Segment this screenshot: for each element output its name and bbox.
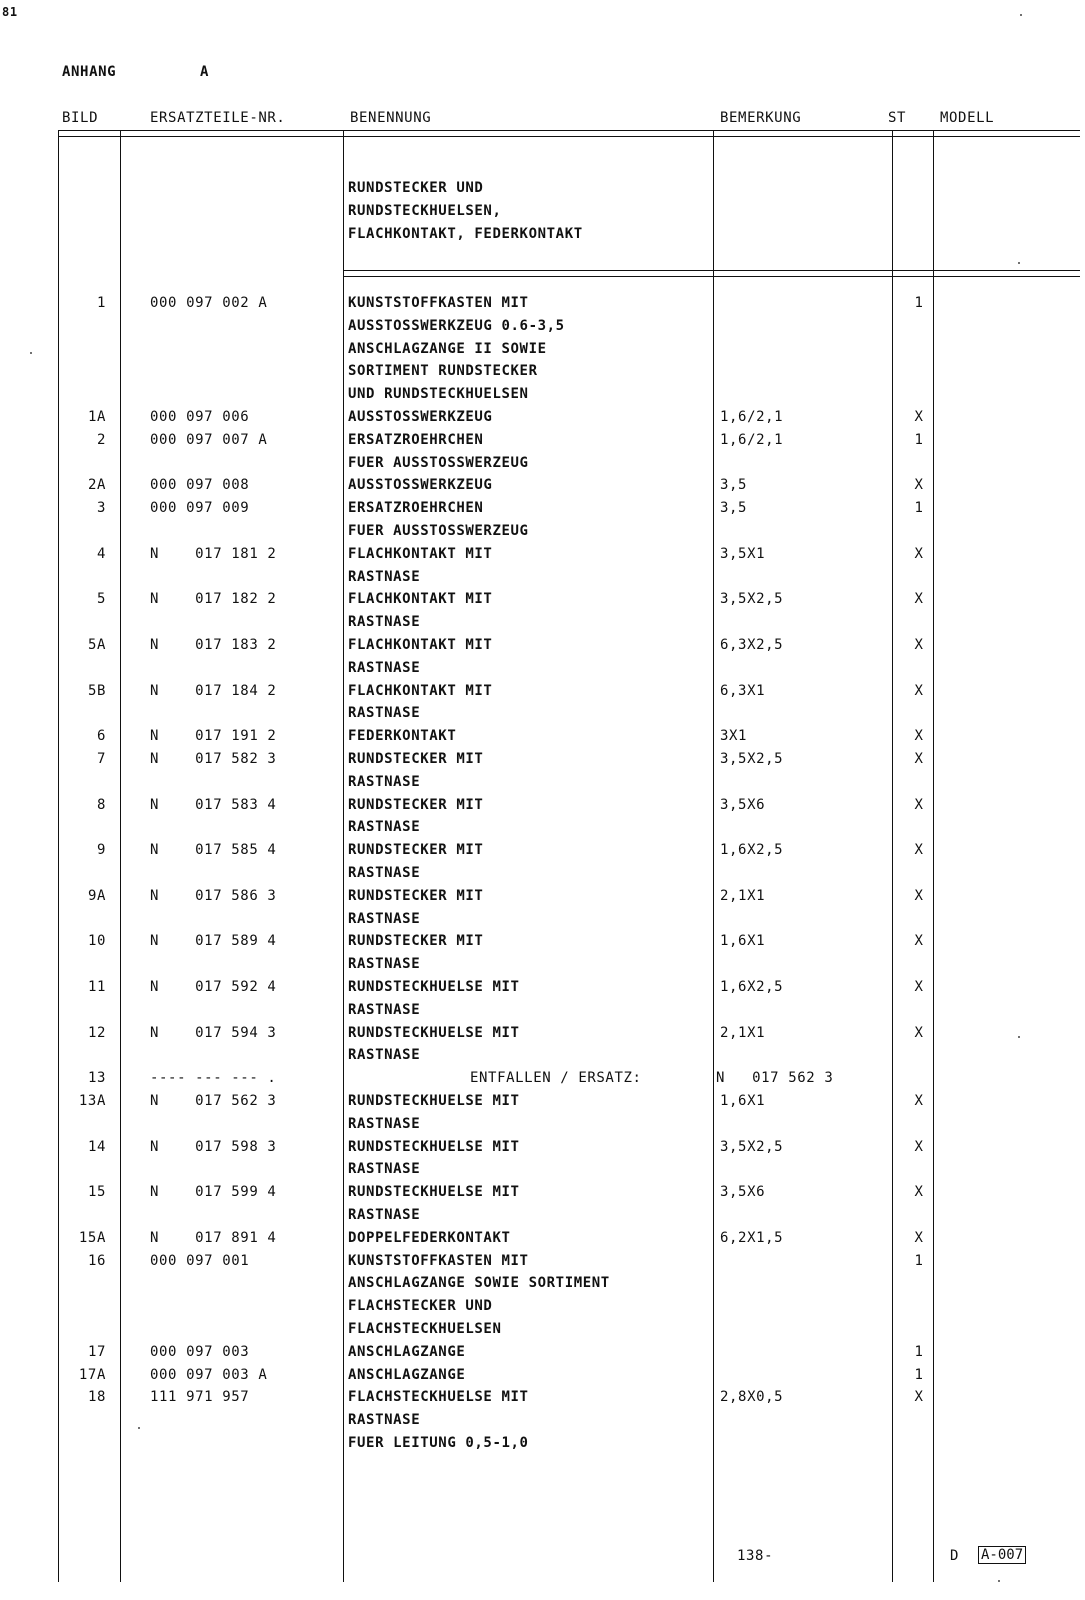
row-quantity: X bbox=[914, 728, 924, 745]
row-part-number: 000 097 007 A bbox=[150, 431, 268, 448]
row-bild: 15 bbox=[87, 1184, 106, 1201]
row-name-continuation: FUER LEITUNG 0,5-1,0 bbox=[348, 1435, 529, 1451]
row-name-continuation: RASTNASE bbox=[348, 865, 421, 881]
header-part-number: ERSATZTEILE-NR. bbox=[150, 110, 286, 126]
row-quantity: X bbox=[914, 682, 924, 699]
row-name: RUNDSTECKER MIT bbox=[348, 842, 484, 859]
row-remark: 2,1X1 bbox=[720, 1024, 766, 1041]
row-name-continuation: FUER AUSSTOSSWERZEUG bbox=[348, 523, 529, 539]
header-model: MODELL bbox=[940, 110, 995, 126]
row-name-continuation: UND RUNDSTECKHUELSEN bbox=[348, 386, 529, 403]
row-bild: 10 bbox=[87, 933, 106, 950]
table-row bbox=[0, 546, 1085, 568]
row-part-number: N 017 589 4 bbox=[150, 933, 277, 950]
row-bild: 17A bbox=[78, 1366, 106, 1383]
header-st: ST bbox=[888, 110, 907, 126]
row-quantity: X bbox=[914, 637, 924, 653]
scan-speck bbox=[1020, 14, 1022, 16]
table-row bbox=[0, 1367, 1085, 1389]
row-quantity: 1 bbox=[914, 295, 924, 311]
row-name: AUSSTOSSWERKZEUG bbox=[348, 409, 493, 425]
row-remark: 3X1 bbox=[720, 728, 748, 745]
row-name-continuation: ANSCHLAGZANGE SOWIE SORTIMENT bbox=[348, 1275, 610, 1292]
row-part-number: N 017 586 3 bbox=[150, 887, 277, 904]
row-name-continuation: RASTNASE bbox=[348, 1207, 421, 1223]
row-part-number: 000 097 009 bbox=[150, 500, 250, 517]
appendix-letter: A bbox=[200, 64, 210, 80]
row-quantity: X bbox=[914, 1093, 924, 1109]
row-quantity: X bbox=[914, 477, 924, 494]
scan-speck bbox=[1018, 262, 1020, 264]
row-name: FLACHKONTAKT MIT bbox=[348, 591, 493, 608]
row-bild: 5A bbox=[87, 637, 106, 653]
table-row bbox=[0, 1389, 1085, 1411]
header-name: BENENNUNG bbox=[350, 110, 432, 126]
table-row bbox=[0, 728, 1085, 750]
row-bild: 5B bbox=[87, 682, 106, 699]
footer-document-code: A-007 bbox=[978, 1546, 1026, 1564]
row-part-number: N 017 598 3 bbox=[150, 1138, 277, 1155]
table-row bbox=[0, 295, 1085, 317]
row-quantity: 1 bbox=[914, 500, 924, 517]
row-name: ERSATZROEHRCHEN bbox=[348, 500, 484, 517]
row-name-continuation: FLACHSTECKER UND bbox=[348, 1298, 493, 1315]
header-separator bbox=[58, 130, 1080, 137]
row-remark: 3,5X6 bbox=[720, 796, 766, 813]
row-part-number: ---- --- --- . bbox=[150, 1070, 277, 1087]
row-remark: 3,5X2,5 bbox=[720, 1138, 784, 1155]
row-part-number: 000 097 008 bbox=[150, 477, 250, 494]
row-remark: 2,8X0,5 bbox=[720, 1389, 784, 1406]
row-quantity: X bbox=[914, 933, 924, 950]
row-name: KUNSTSTOFFKASTEN MIT bbox=[348, 1252, 529, 1269]
row-quantity: X bbox=[914, 887, 924, 904]
row-remark: 3,5X2,5 bbox=[720, 751, 784, 767]
row-quantity: X bbox=[914, 1184, 924, 1201]
row-name: FLACHKONTAKT MIT bbox=[348, 682, 493, 699]
row-quantity: X bbox=[914, 796, 924, 813]
row-bild: 16 bbox=[87, 1252, 106, 1269]
row-remark: 3,5X1 bbox=[720, 545, 766, 562]
row-bild: 5 bbox=[96, 591, 106, 608]
scan-speck bbox=[138, 1427, 140, 1429]
row-name-continuation: RASTNASE bbox=[348, 705, 421, 722]
row-bild: 13 bbox=[87, 1070, 106, 1087]
row-bild: 9 bbox=[96, 842, 106, 859]
row-remark: 1,6/2,1 bbox=[720, 431, 784, 448]
row-name: RUNDSTECKER MIT bbox=[348, 751, 484, 767]
row-part-number: 000 097 002 A bbox=[150, 295, 268, 311]
table-row bbox=[0, 477, 1085, 499]
footer-page-number: 138- bbox=[737, 1548, 774, 1564]
row-name: FLACHKONTAKT MIT bbox=[348, 545, 493, 562]
row-name: RUNDSTECKER MIT bbox=[348, 887, 484, 904]
row-part-number: 000 097 003 bbox=[150, 1343, 250, 1360]
row-name: ANSCHLAGZANGE bbox=[348, 1366, 466, 1383]
row-quantity: X bbox=[914, 751, 924, 767]
row-bild: 1A bbox=[87, 409, 106, 425]
row-name: RUNDSTECKHUELSE MIT bbox=[348, 1184, 520, 1201]
footer-letter: D bbox=[950, 1548, 960, 1564]
row-name: FEDERKONTAKT bbox=[348, 728, 457, 745]
section-title-line: FLACHKONTAKT, FEDERKONTAKT bbox=[348, 226, 583, 242]
row-name-continuation: RASTNASE bbox=[348, 910, 421, 927]
row-name-continuation: RASTNASE bbox=[348, 659, 421, 676]
row-bild: 2A bbox=[87, 477, 106, 494]
row-part-number: 000 097 001 bbox=[150, 1252, 250, 1269]
table-row bbox=[0, 432, 1085, 454]
row-name: ERSATZROEHRCHEN bbox=[348, 431, 484, 448]
row-name-continuation: RASTNASE bbox=[348, 1001, 421, 1018]
table-row bbox=[0, 500, 1085, 522]
row-quantity: X bbox=[914, 1024, 924, 1041]
row-part-number: N 017 583 4 bbox=[150, 796, 277, 813]
row-bild: 12 bbox=[87, 1024, 106, 1041]
row-name-continuation: RASTNASE bbox=[348, 1115, 421, 1132]
table-row bbox=[0, 1025, 1085, 1047]
row-remark: 2,1X1 bbox=[720, 887, 766, 904]
row-name-continuation: RASTNASE bbox=[348, 568, 421, 585]
scan-speck bbox=[30, 352, 32, 354]
row-bild: 6 bbox=[96, 728, 106, 745]
row-quantity: X bbox=[914, 842, 924, 859]
table-row bbox=[0, 1344, 1085, 1366]
row-part-number: N 017 184 2 bbox=[150, 682, 277, 699]
row-name: AUSSTOSSWERKZEUG bbox=[348, 477, 493, 494]
row-quantity: X bbox=[914, 1389, 924, 1406]
row-quantity: X bbox=[914, 545, 924, 562]
row-bild: 17 bbox=[87, 1343, 106, 1360]
row-name-continuation: SORTIMENT RUNDSTECKER bbox=[348, 363, 538, 380]
row-bild: 7 bbox=[96, 751, 106, 767]
table-row bbox=[0, 933, 1085, 955]
row-quantity: 1 bbox=[914, 1343, 924, 1360]
section-title-line: RUNDSTECKER UND bbox=[348, 180, 484, 196]
table-row bbox=[0, 409, 1085, 431]
row-part-number: N 017 181 2 bbox=[150, 545, 277, 562]
table-row bbox=[0, 797, 1085, 819]
row-quantity: X bbox=[914, 1138, 924, 1155]
row-name: RUNDSTECKER MIT bbox=[348, 933, 484, 950]
row-remark: 6,3X1 bbox=[720, 682, 766, 699]
row-name: DOPPELFEDERKONTAKT bbox=[348, 1229, 511, 1246]
table-row bbox=[0, 1093, 1085, 1115]
row-part-number: 000 097 006 bbox=[150, 409, 250, 425]
row-name: FLACHKONTAKT MIT bbox=[348, 637, 493, 653]
row-name: RUNDSTECKHUELSE MIT bbox=[348, 1093, 520, 1109]
table-row bbox=[0, 1139, 1085, 1161]
row-bild: 18 bbox=[87, 1389, 106, 1406]
row-name-continuation: RASTNASE bbox=[348, 1412, 421, 1429]
row-bild: 1 bbox=[96, 295, 106, 311]
row-bild: 8 bbox=[96, 796, 106, 813]
row-bild: 11 bbox=[87, 979, 106, 995]
table-row bbox=[0, 979, 1085, 1001]
row-name-continuation: RASTNASE bbox=[348, 1047, 421, 1064]
row-name-continuation: RASTNASE bbox=[348, 819, 421, 836]
row-name-continuation: AUSSTOSSWERKZEUG 0.6-3,5 bbox=[348, 317, 565, 334]
row-part-number: N 017 562 3 bbox=[150, 1093, 277, 1109]
row-part-number: N 017 182 2 bbox=[150, 591, 277, 608]
corner-page-number: 81 bbox=[2, 5, 18, 19]
row-name: FLACHSTECKHUELSE MIT bbox=[348, 1389, 529, 1406]
row-remark: 6,2X1,5 bbox=[720, 1229, 784, 1246]
row-name-continuation: RASTNASE bbox=[348, 614, 421, 631]
table-row bbox=[0, 1230, 1085, 1252]
row-remark: 1,6X1 bbox=[720, 1093, 766, 1109]
row-bild: 15A bbox=[78, 1229, 106, 1246]
row-part-number: N 017 585 4 bbox=[150, 842, 277, 859]
row-bild: 9A bbox=[87, 887, 106, 904]
row-remark: 3,5X2,5 bbox=[720, 591, 784, 608]
header-bild: BILD bbox=[62, 110, 99, 126]
row-quantity: X bbox=[914, 591, 924, 608]
table-row bbox=[0, 637, 1085, 659]
table-row bbox=[0, 751, 1085, 773]
row-quantity: X bbox=[914, 979, 924, 995]
row-name: RUNDSTECKER MIT bbox=[348, 796, 484, 813]
row-part-number: 111 971 957 bbox=[150, 1389, 250, 1406]
row-name: RUNDSTECKHUELSE MIT bbox=[348, 979, 520, 995]
row-remark: 1,6X2,5 bbox=[720, 842, 784, 859]
row-part-number: N 017 594 3 bbox=[150, 1024, 277, 1041]
table-row bbox=[0, 1253, 1085, 1275]
row-part-number: N 017 891 4 bbox=[150, 1229, 277, 1246]
row-remark: 1,6X2,5 bbox=[720, 979, 784, 995]
section-title-line: RUNDSTECKHUELSEN, bbox=[348, 203, 502, 219]
row-name: KUNSTSTOFFKASTEN MIT bbox=[348, 295, 529, 311]
row-quantity: X bbox=[914, 409, 924, 425]
row-part-number: N 017 183 2 bbox=[150, 637, 277, 653]
row-bild: 3 bbox=[96, 500, 106, 517]
row-remark: 3,5X6 bbox=[720, 1184, 766, 1201]
row-remark: 1,6X1 bbox=[720, 933, 766, 950]
table-row bbox=[0, 888, 1085, 910]
row-part-number: N 017 599 4 bbox=[150, 1184, 277, 1201]
scan-speck bbox=[998, 1580, 1000, 1582]
row-name: RUNDSTECKHUELSE MIT bbox=[348, 1138, 520, 1155]
table-row bbox=[0, 591, 1085, 613]
row-replacement-part: N 017 562 3 bbox=[716, 1070, 834, 1087]
row-name: ANSCHLAGZANGE bbox=[348, 1343, 466, 1360]
row-name-continuation: RASTNASE bbox=[348, 956, 421, 973]
row-quantity: X bbox=[914, 1229, 924, 1246]
row-quantity: 1 bbox=[914, 1252, 924, 1269]
row-bild: 2 bbox=[96, 431, 106, 448]
row-remark: 6,3X2,5 bbox=[720, 637, 784, 653]
row-part-number: N 017 191 2 bbox=[150, 728, 277, 745]
row-bild: 14 bbox=[87, 1138, 106, 1155]
row-bild: 4 bbox=[96, 545, 106, 562]
row-bild: 13A bbox=[78, 1093, 106, 1109]
row-remark: 3,5 bbox=[720, 500, 748, 517]
table-row bbox=[0, 1184, 1085, 1206]
row-remark: 3,5 bbox=[720, 477, 748, 494]
row-name-continuation: FUER AUSSTOSSWERZEUG bbox=[348, 454, 529, 471]
row-name-continuation: RASTNASE bbox=[348, 773, 421, 790]
row-quantity: 1 bbox=[914, 1366, 924, 1383]
row-remark: 1,6/2,1 bbox=[720, 409, 784, 425]
table-row bbox=[0, 842, 1085, 864]
row-name-continuation: RASTNASE bbox=[348, 1161, 421, 1178]
row-name-continuation: FLACHSTECKHUELSEN bbox=[348, 1321, 502, 1337]
row-part-number: N 017 592 4 bbox=[150, 979, 277, 995]
table-row bbox=[0, 1070, 1085, 1092]
row-quantity: 1 bbox=[914, 431, 924, 448]
table-row bbox=[0, 683, 1085, 705]
appendix-label: ANHANG bbox=[62, 64, 117, 80]
header-remark: BEMERKUNG bbox=[720, 110, 802, 126]
scan-speck bbox=[1018, 1036, 1020, 1038]
section-separator bbox=[343, 270, 1080, 277]
row-name: RUNDSTECKHUELSE MIT bbox=[348, 1024, 520, 1041]
row-name-continuation: ANSCHLAGZANGE II SOWIE bbox=[348, 340, 547, 357]
row-part-number: 000 097 003 A bbox=[150, 1366, 268, 1383]
row-part-number: N 017 582 3 bbox=[150, 751, 277, 767]
row-replacement-label: ENTFALLEN / ERSATZ: bbox=[470, 1070, 642, 1087]
